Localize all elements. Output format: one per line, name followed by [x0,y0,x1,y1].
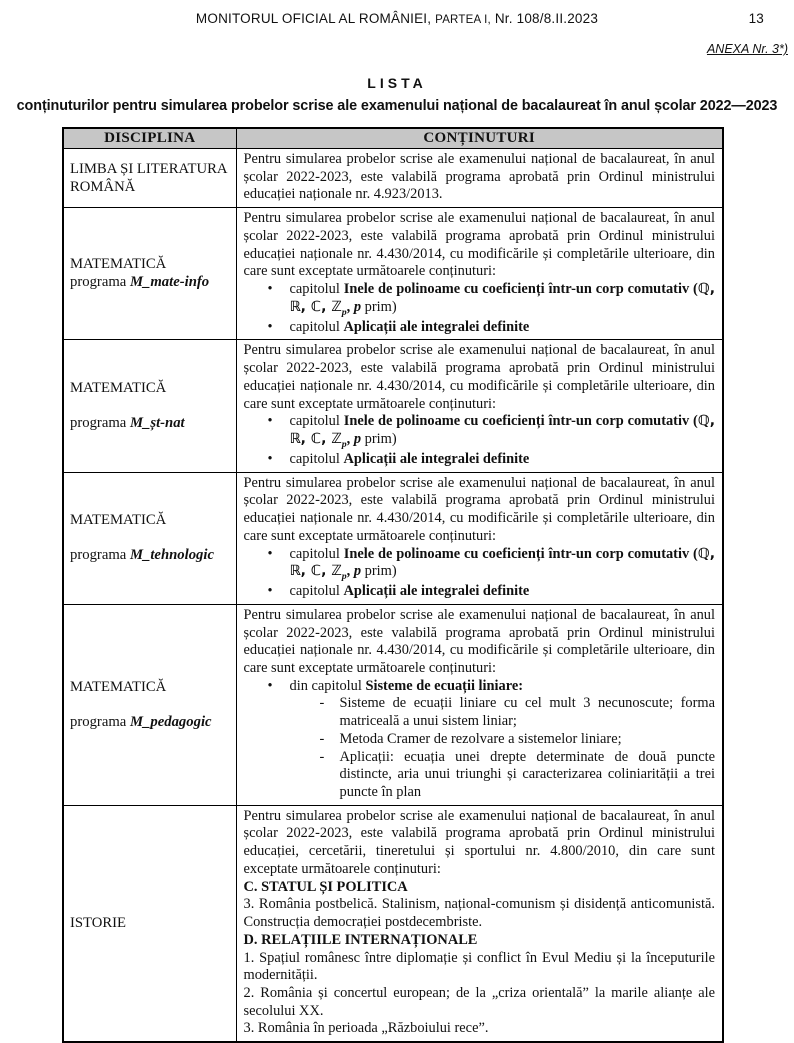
text-segment: Pentru simularea probelor scrise ale examenului național de bacalaureat, în anul școlar 2022-2023, este valabilă programa aprobată prin Ordinul ministrului educației naționale nr. 4.430/2014, cu modificările și completările ulterioare, din care sunt exceptate următoarele conținuturi: [243,342,715,412]
text-segment: p [353,430,362,447]
bullet-item [244,413,716,451]
page-number: 13 [748,11,764,26]
discipline-cell [63,472,236,604]
discipline-cell [63,340,236,472]
bullet-item [244,281,716,319]
bullet-marker-icon: • [267,677,273,694]
text-segment: capitolul [289,318,344,335]
document-subtitle: conținuturilor pentru simularea probelor scrise ale examenului național de bacalaureat în anul școlar 2022—2023 [16,98,778,114]
text-segment: p [341,306,347,318]
text-segment: , [346,430,354,447]
text-segment: p [353,563,362,580]
content-cell [236,805,723,1042]
bullet-marker-icon: • [267,318,273,335]
annex-label-row [0,42,788,56]
text-segment: MATEMATICĂ [70,512,167,529]
paragraph [244,151,716,204]
text-segment: prim) [361,563,397,580]
text-segment: C. STATUL ȘI POLITICA [243,878,408,895]
discipline-cell [63,604,236,805]
text-segment: ISTORIE [70,914,127,931]
text-segment: 2. România și concertul european; de la „criza orientală” la marile alianțe ale secolului XX. [243,984,715,1019]
item-text [290,413,716,451]
text-segment: Pentru simularea probelor scrise ale examenului național de bacalaureat, în anul școlar 2022-2023, este valabilă programa aprobată prin Ordinul ministrului educației, cercetării, tineretului și sportului nr. 4.800/2010, din care sunt exceptate următoarele conținuturi: [243,807,715,877]
section-heading [244,932,716,950]
paragraph [244,985,716,1020]
discipline-line [70,511,229,529]
text-segment: p [353,298,362,315]
text-segment: prim) [361,430,397,447]
text-segment: Inele de polinoame cu coeficienți într-un corp comutativ [343,281,694,298]
spacer [70,397,229,414]
discipline-line [70,273,229,291]
paragraph [244,896,716,931]
item-text [290,583,716,601]
discipline-line [70,678,229,696]
bullet-marker-icon: • [267,413,273,430]
paragraph [244,607,716,678]
text-segment: Pentru simularea probelor scrise ale examenului național de bacalaureat, în anul școlar 2022-2023, este valabilă programa aprobată prin Ordinul ministrului educației naționale nr. 4.430/2014, cu modificările și completările ulterioare, din care sunt exceptate următoarele conținuturi: [243,474,715,544]
text-segment: ( [693,281,698,298]
paragraph [244,808,716,879]
text-segment: Pentru simularea probelor scrise ale examenului național de bacalaureat, în anul școlar 2022-2023, este valabilă programa aprobată prin Ordinul ministrului educației naționale nr. 4.923/2013. [243,151,715,203]
text-segment: Aplicații ale integralei definite [343,450,530,467]
bullet-marker-icon: • [267,545,273,562]
text-segment: capitolul [289,413,344,430]
table-row [63,805,723,1042]
table-body [63,149,723,1043]
table-row [63,340,723,472]
paragraph [244,210,716,281]
column-header-continuturi: CONȚINUTURI [236,128,723,149]
item-text [290,546,716,584]
item-text [290,281,716,319]
text-segment: D. RELAȚIILE INTERNAȚIONALE [243,931,478,948]
bullet-item [244,678,716,696]
text-segment: ℚ, ℝ, ℂ, ℤ [289,413,715,447]
text-segment: Inele de polinoame cu coeficienți într-un corp comutativ [343,545,694,562]
text-segment: programa [70,713,130,730]
table-header-row [63,128,723,149]
text-segment: programa [70,415,130,431]
annex-label: ANEXA Nr. 3*) [706,42,788,56]
text-segment: Aplicații ale integralei definite [343,318,530,335]
text-segment: MATEMATICĂ [70,256,167,273]
text-segment: M_mate-info [129,274,210,291]
table-row [63,208,723,340]
bullet-marker-icon: • [267,583,273,600]
text-segment: 1. Spațiul românesc între diplomație și conflict în Evul Mediu și la începuturile modernității. [243,949,715,984]
masthead-publication: MONITORUL OFICIAL AL ROMÂNIEI, [195,11,432,26]
text-segment: MATEMATICĂ [70,678,167,695]
discipline-cell [63,208,236,340]
table-row [63,604,723,805]
sub-item [244,731,716,749]
content-cell [236,604,723,805]
text-segment: M_șt-nat [129,415,185,431]
paragraph [244,1020,716,1038]
text-segment: Pentru simularea probelor scrise ale examenului național de bacalaureat, în anul școlar 2022-2023, este valabilă programa aprobată prin Ordinul ministrului educației naționale nr. 4.430/2014, cu modificările și completările ulterioare, din care sunt exceptate următoarele conținuturi: [243,210,715,280]
paragraph [244,342,716,413]
text-segment: capitolul [289,450,344,467]
masthead-part: PARTEA I, [435,14,491,26]
text-segment: M_pedagogic [129,713,212,730]
text-segment: MATEMATICĂ [70,379,167,396]
document-title: LISTA [367,75,427,91]
discipline-cell [63,805,236,1042]
text-segment: din capitolul [289,677,366,694]
table-row [63,149,723,208]
discipline-line [70,255,229,273]
text-segment: M_tehnologic [129,547,215,564]
discipline-line [70,178,229,196]
discipline-line [70,914,229,932]
text-segment: capitolul [289,281,344,298]
bullet-item [244,451,716,469]
text-segment: Inele de polinoame cu coeficienți într-un corp comutativ [343,413,694,430]
section-heading [244,879,716,897]
column-header-disciplina: DISCIPLINA [63,128,236,149]
text-segment: Pentru simularea probelor scrise ale examenului național de bacalaureat, în anul școlar 2022-2023, este valabilă programa aprobată prin Ordinul ministrului educației naționale nr. 4.430/2014, cu modificările și completările ulterioare, din care sunt exceptate următoarele conținuturi: [243,606,715,677]
item-text [290,451,716,469]
discipline-cell [63,149,236,208]
table-header [63,128,723,149]
content-cell [236,472,723,604]
item-text [340,731,716,749]
text-segment: ( [693,545,698,562]
text-segment: , [346,563,354,580]
text-segment: ℚ, ℝ, ℂ, ℤ [289,281,715,315]
text-segment: , [346,298,354,315]
text-segment: ROMÂNĂ [70,178,136,195]
text-segment: programa [70,274,130,291]
item-text [290,319,716,337]
bullet-item [244,319,716,337]
masthead [0,0,794,26]
bullet-item [244,583,716,601]
text-segment: prim) [361,298,397,315]
spacer [70,696,229,713]
table-row [63,472,723,604]
text-segment: Aplicații: ecuația unei drepte determinate de două puncte distincte, aria unui triunghi și caracterizarea coliniarității a trei puncte în plan [339,748,715,801]
text-segment: Metoda Cramer de rezolvare a sistemelor liniare; [339,730,622,747]
text-segment: p [341,571,347,583]
paragraph [244,950,716,985]
masthead-issue: Nr. 108/8.II.2023 [494,11,599,26]
content-cell [236,149,723,208]
paragraph [244,475,716,546]
discipline-line [70,414,229,432]
sub-item [244,749,716,802]
contents-table [62,127,724,1043]
text-segment: ℚ, ℝ, ℂ, ℤ [289,545,715,580]
item-text [290,678,716,696]
discipline-line [70,379,229,397]
text-segment: ( [693,413,698,430]
text-segment: LIMBA ȘI LITERATURA [70,160,228,177]
dash-marker-icon: - [319,730,325,747]
text-segment: capitolul [289,545,344,562]
text-segment: 3. România postbelică. Stalinism, național-comunism și disidență anticomunistă. Construcția democrației postdecembriste. [243,896,715,931]
discipline-line [70,546,229,564]
text-segment: Aplicații ale integralei definite [343,583,530,600]
dash-marker-icon: - [319,695,325,712]
bullet-item [244,546,716,584]
text-segment: programa [70,547,130,564]
sub-item [244,695,716,730]
text-segment: capitolul [289,583,344,600]
content-cell [236,208,723,340]
bullet-marker-icon: • [267,450,273,467]
text-segment: p [341,438,347,450]
item-text [340,695,716,730]
discipline-line [70,713,229,731]
text-segment: Sisteme de ecuații liniare: [365,677,524,694]
bullet-marker-icon: • [267,281,273,298]
discipline-line [70,160,229,178]
text-segment: 3. România în perioada „Războiului rece”. [243,1020,489,1037]
item-text [340,749,716,802]
dash-marker-icon: - [319,748,325,765]
text-segment: Sisteme de ecuații liniare cu cel mult 3 necunoscute; forma matriceală a unui sistem liniar; [339,695,715,730]
spacer [70,529,229,546]
content-cell [236,340,723,472]
